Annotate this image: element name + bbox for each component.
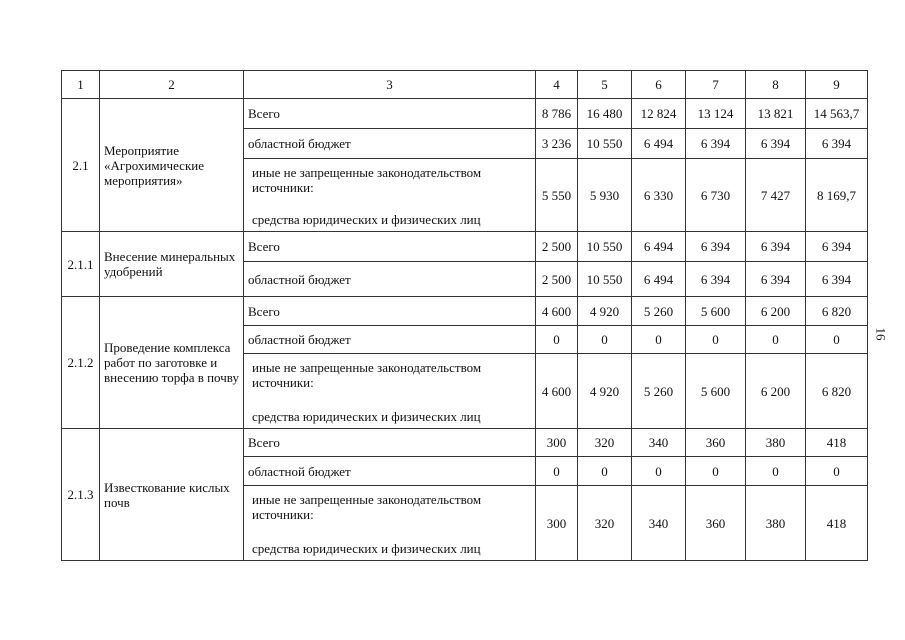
- value-cell: 380: [746, 486, 806, 561]
- value-cell: 0: [536, 326, 578, 354]
- page-number: 16: [873, 327, 889, 341]
- value-cell: 6 394: [806, 232, 868, 262]
- value-cell: 7 427: [746, 159, 806, 232]
- value-cell: 300: [536, 429, 578, 457]
- value-cell: 10 550: [578, 232, 632, 262]
- value-cell: 4 920: [578, 354, 632, 429]
- value-cell: 6 394: [806, 129, 868, 159]
- value-cell: 0: [806, 326, 868, 354]
- value-cell: 4 600: [536, 297, 578, 326]
- item-name: Мероприятие «Агрохимические мероприятия»: [100, 99, 244, 232]
- header-cell: 9: [806, 71, 868, 99]
- value-cell: 6 200: [746, 354, 806, 429]
- value-cell: 6 730: [686, 159, 746, 232]
- header-cell: 5: [578, 71, 632, 99]
- value-cell: 5 600: [686, 297, 746, 326]
- value-cell: 340: [632, 429, 686, 457]
- value-cell: 380: [746, 429, 806, 457]
- source-label: областной бюджет: [244, 457, 536, 486]
- header-cell: 6: [632, 71, 686, 99]
- header-cell: 8: [746, 71, 806, 99]
- value-cell: 6 494: [632, 232, 686, 262]
- value-cell: 12 824: [632, 99, 686, 129]
- value-cell: 0: [578, 326, 632, 354]
- source-label: средства юридических и физических лиц: [252, 212, 481, 227]
- value-cell: 6 394: [746, 262, 806, 297]
- source-label: средства юридических и физических лиц: [252, 541, 481, 556]
- value-cell: 13 821: [746, 99, 806, 129]
- value-cell: 6 820: [806, 297, 868, 326]
- value-cell: 6 494: [632, 129, 686, 159]
- table-row: [62, 99, 868, 129]
- value-cell: 2 500: [536, 262, 578, 297]
- value-cell: 5 550: [536, 159, 578, 232]
- value-cell: 360: [686, 429, 746, 457]
- header-cell: 7: [686, 71, 746, 99]
- value-cell: 0: [746, 457, 806, 486]
- value-cell: 0: [686, 457, 746, 486]
- value-cell: 6 394: [746, 129, 806, 159]
- item-number: 2.1: [62, 99, 100, 232]
- value-cell: 0: [686, 326, 746, 354]
- value-cell: 320: [578, 486, 632, 561]
- other-sources-label: иные не запрещенные законодательством источники:: [252, 360, 482, 390]
- value-cell: 6 394: [686, 129, 746, 159]
- item-name: Проведение комплекса работ по заготовке и внесению торфа в почву: [100, 297, 244, 429]
- value-cell: 320: [578, 429, 632, 457]
- value-cell: 6 394: [686, 262, 746, 297]
- value-cell: 340: [632, 486, 686, 561]
- source-label: Всего: [244, 297, 536, 326]
- other-sources-label: иные не запрещенные законодательством источники:: [252, 165, 482, 195]
- value-cell: 5 930: [578, 159, 632, 232]
- value-cell: 14 563,7: [806, 99, 868, 129]
- header-cell: 1: [62, 71, 100, 99]
- source-label: областной бюджет: [244, 262, 536, 297]
- value-cell: 6 200: [746, 297, 806, 326]
- value-cell: 0: [536, 457, 578, 486]
- value-cell: 8 786: [536, 99, 578, 129]
- value-cell: 6 494: [632, 262, 686, 297]
- header-cell: 4: [536, 71, 578, 99]
- value-cell: 0: [632, 326, 686, 354]
- source-label: областной бюджет: [244, 326, 536, 354]
- source-label: Всего: [244, 429, 536, 457]
- item-name: Известкование кислых почв: [100, 429, 244, 561]
- value-cell: 10 550: [578, 129, 632, 159]
- value-cell: 16 480: [578, 99, 632, 129]
- value-cell: 6 820: [806, 354, 868, 429]
- value-cell: 0: [746, 326, 806, 354]
- item-name: Внесение минеральных удобрений: [100, 232, 244, 297]
- source-label: средства юридических и физических лиц: [252, 409, 481, 424]
- value-cell: 6 330: [632, 159, 686, 232]
- value-cell: 4 920: [578, 297, 632, 326]
- value-cell: 4 600: [536, 354, 578, 429]
- source-cell: [244, 354, 536, 429]
- value-cell: 10 550: [578, 262, 632, 297]
- item-number: 2.1.3: [62, 429, 100, 561]
- item-number: 2.1.1: [62, 232, 100, 297]
- value-cell: 5 260: [632, 354, 686, 429]
- value-cell: 2 500: [536, 232, 578, 262]
- value-cell: 0: [806, 457, 868, 486]
- source-label: Всего: [244, 232, 536, 262]
- value-cell: 3 236: [536, 129, 578, 159]
- value-cell: 418: [806, 486, 868, 561]
- value-cell: 6 394: [806, 262, 868, 297]
- value-cell: 6 394: [686, 232, 746, 262]
- header-cell: 2: [100, 71, 244, 99]
- table-row: [62, 429, 868, 457]
- source-cell: [244, 159, 536, 232]
- source-label: областной бюджет: [244, 129, 536, 159]
- source-label: Всего: [244, 99, 536, 129]
- value-cell: 6 394: [746, 232, 806, 262]
- header-cell: 3: [244, 71, 536, 99]
- other-sources-label: иные не запрещенные законодательством источники:: [252, 492, 482, 522]
- value-cell: 13 124: [686, 99, 746, 129]
- item-number: 2.1.2: [62, 297, 100, 429]
- header-row: [62, 71, 868, 99]
- table-row: [62, 297, 868, 326]
- value-cell: 5 260: [632, 297, 686, 326]
- value-cell: 0: [578, 457, 632, 486]
- budget-table: [61, 70, 868, 561]
- value-cell: 0: [632, 457, 686, 486]
- value-cell: 418: [806, 429, 868, 457]
- source-cell: [244, 486, 536, 561]
- value-cell: 300: [536, 486, 578, 561]
- table-row: [62, 232, 868, 262]
- value-cell: 5 600: [686, 354, 746, 429]
- value-cell: 8 169,7: [806, 159, 868, 232]
- value-cell: 360: [686, 486, 746, 561]
